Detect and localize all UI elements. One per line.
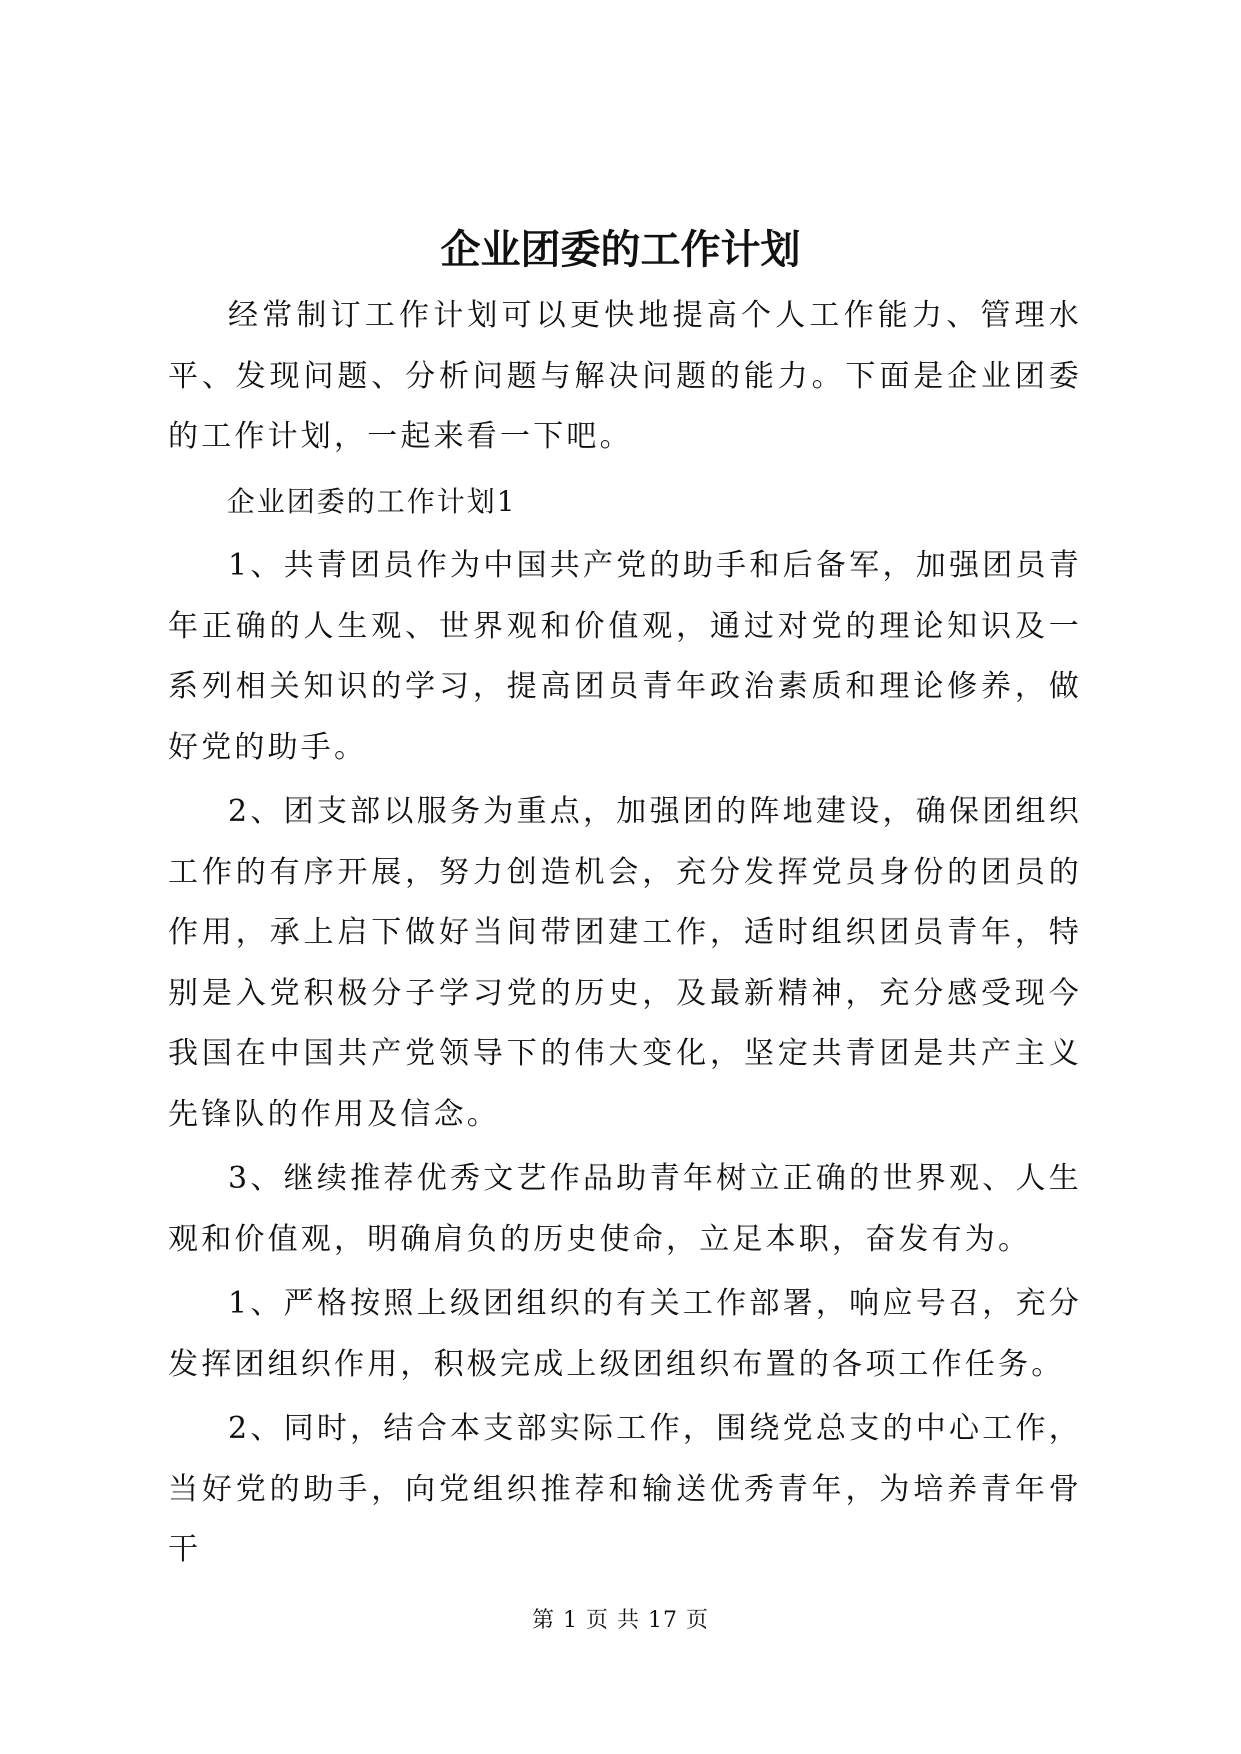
document-title: 企业团委的工作计划 <box>440 226 801 273</box>
body-paragraph: 2、团支部以服务为重点，加强团的阵地建设，确保团组织工作的有序开展，努力创造机会，充分发挥党员身份的团员的作用，承上启下做好当间带团建工作，适时组织团员青年，特别是入党积极分子学习党的历史，及最新精神，充分感受现今我国在中国共产党领导下的伟大变化，坚定共青团是共产主义先锋队的作用及信念。 <box>168 794 1082 1132</box>
body-paragraph: 3、继续推荐优秀文艺作品助青年树立正确的世界观、人生观和价值观，明确肩负的历史使命，立足本职，奋发有为。 <box>168 1161 1082 1257</box>
page-footer: 第 1 页 共 17 页 <box>532 1608 709 1633</box>
document-body <box>168 286 1082 1585</box>
body-paragraph: 1、共青团员作为中国共产党的助手和后备军，加强团员青年正确的人生观、世界观和价值观，通过对党的理论知识及一系列相关知识的学习，提高团员青年政治素质和理论修养，做好党的助手。 <box>168 548 1082 765</box>
intro-paragraph: 经常制订工作计划可以更快地提高个人工作能力、管理水平、发现问题、分析问题与解决问题的能力。下面是企业团委的工作计划，一起来看一下吧。 <box>168 298 1082 454</box>
section-heading: 企业团委的工作计划1 <box>226 484 517 518</box>
body-paragraph: 1、严格按照上级团组织的有关工作部署，响应号召，充分发挥团组织作用，积极完成上级团组织布置的各项工作任务。 <box>168 1286 1082 1382</box>
body-paragraph: 2、同时，结合本支部实际工作，围绕党总支的中心工作，当好党的助手，向党组织推荐和输送优秀青年，为培养青年骨干 <box>168 1411 1082 1567</box>
